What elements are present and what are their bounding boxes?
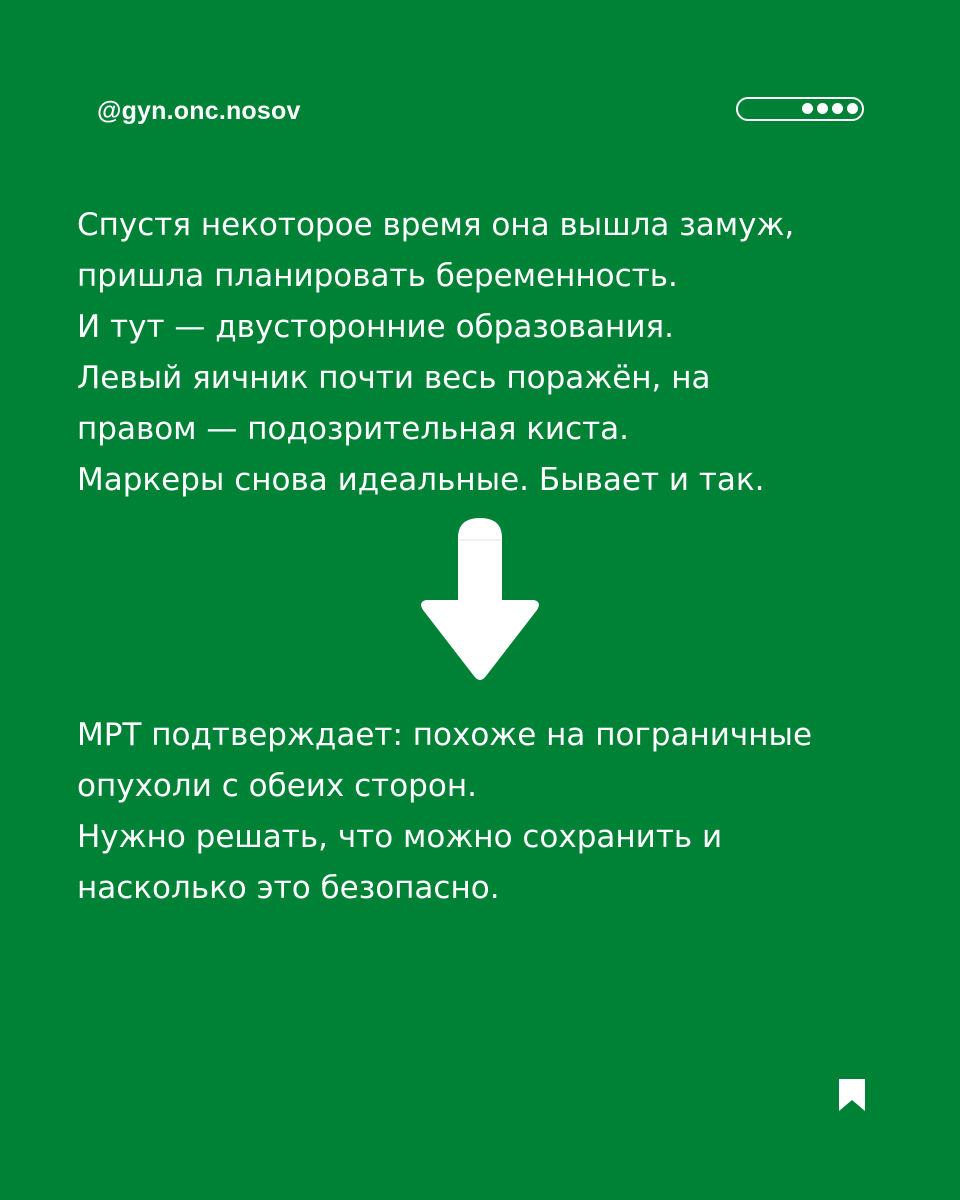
text-line: пришла планировать беременность. (77, 258, 678, 294)
text-line: Нужно решать, что можно сохранить и (77, 819, 723, 855)
text-line: И тут — двусторонние образования. (77, 309, 674, 345)
text-line: насколько это безопасно. (77, 870, 500, 906)
text-line: Маркеры снова идеальные. Бывает и так. (77, 462, 765, 498)
dot-icon (817, 103, 828, 114)
dot-icon (832, 103, 843, 114)
account-handle: @gyn.onc.nosov (97, 97, 301, 125)
text-line: правом — подозрительная киста. (77, 411, 630, 447)
pager-dots-icon (736, 97, 864, 121)
text-line: опухоли с обеих сторон. (77, 768, 477, 804)
dot-icon (847, 103, 858, 114)
pager-dots (802, 103, 858, 114)
bookmark-icon[interactable] (839, 1079, 865, 1111)
arrow-down-icon (418, 516, 542, 684)
text-line: Левый яичник почти весь поражён, на (77, 360, 711, 396)
text-line: МРТ подтверждает: похоже на пограничные (77, 717, 813, 753)
story-paragraph-2 (77, 710, 897, 914)
text-line: Спустя некоторое время она вышла замуж, (77, 207, 795, 243)
story-paragraph-1 (77, 200, 897, 506)
dot-icon (802, 103, 813, 114)
